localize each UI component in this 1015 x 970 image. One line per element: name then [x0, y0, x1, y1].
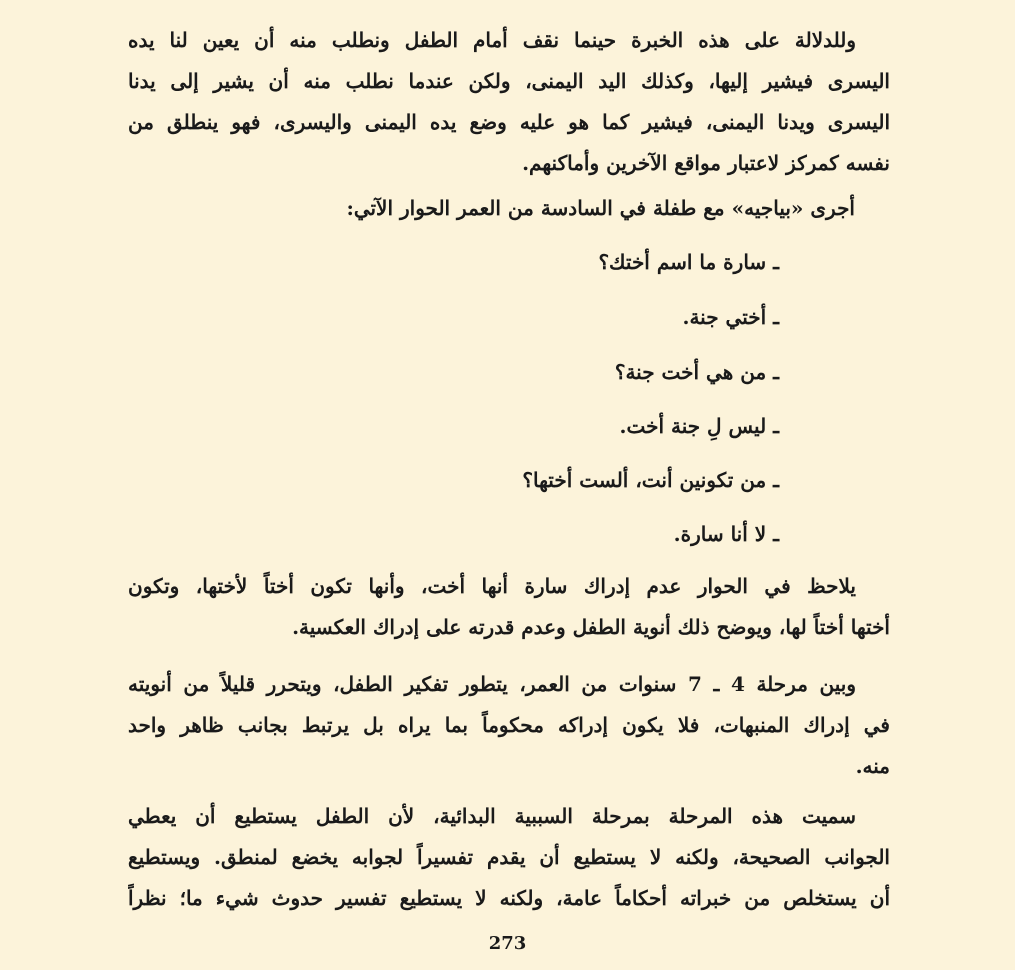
dialogue-line: ـ لا أنا سارة. [673, 522, 779, 546]
dialogue-line: ـ سارة ما اسم أختك؟ [598, 250, 779, 274]
paragraph-line: نفسه كمركز لاعتبار مواقع الآخرين وأماكنهم. [522, 151, 890, 175]
dialogue-intro: أجرى «بياجيه» مع طفلة في السادسة من العمر الحوار الآتي: [346, 196, 855, 220]
paragraph-line: الجوانب الصحيحة، ولكنه لا يستطيع أن يقدم تفسيراً لجوابه يخضع لمنطق. ويستطيع [128, 845, 890, 869]
paragraph-line: اليسرى فيشير إليها، وكذلك اليد اليمنى، ولكن عندما نطلب منه أن يشير إلى يدنا [128, 69, 890, 93]
paragraph-line: وبين مرحلة 4 ـ 7 سنوات من العمر، يتطور تفكير الطفل، ويتحرر قليلاً من أنويته [128, 672, 856, 696]
paragraph-line: أختها أختاً لها، ويوضح ذلك أنوية الطفل وعدم قدرته على إدراك العكسية. [292, 615, 890, 639]
paragraph-2 [128, 566, 890, 648]
dialogue-line: ـ ليس لِ جنة أخت. [619, 414, 779, 438]
paragraph-1 [128, 20, 890, 184]
page-number: 273 [488, 933, 527, 954]
dialogue-line: ـ أختي جنة. [682, 305, 779, 329]
paragraph-line: سميت هذه المرحلة بمرحلة السببية البدائية، لأن الطفل يستطيع أن يعطي [128, 804, 856, 828]
paragraph-line: في إدراك المنبهات، فلا يكون إدراكه محكوماً بما يراه بل يرتبط بجانب ظاهر واحد [128, 713, 890, 737]
dialogue-line: ـ من تكونين أنت، ألست أختها؟ [522, 468, 779, 492]
dialogue-line: ـ من هي أخت جنة؟ [614, 360, 779, 384]
paragraph-line: أن يستخلص من خبراته أحكاماً عامة، ولكنه لا يستطيع تفسير حدوث شيء ما؛ نظراً [128, 886, 890, 910]
paragraph-line: اليسرى ويدنا اليمنى، فيشير كما هو عليه وضع يده اليمنى واليسرى، فهو ينطلق من [128, 110, 890, 134]
paragraph-line: وللدلالة على هذه الخبرة حينما نقف أمام الطفل ونطلب منه أن يعين لنا يده [128, 28, 856, 52]
paragraph-3 [128, 664, 890, 787]
paragraph-line: يلاحظ في الحوار عدم إدراك سارة أنها أخت، وأنها تكون أختاً لأختها، وتكون [128, 574, 856, 598]
paragraph-4 [128, 796, 890, 919]
paragraph-line: منه. [855, 754, 890, 778]
